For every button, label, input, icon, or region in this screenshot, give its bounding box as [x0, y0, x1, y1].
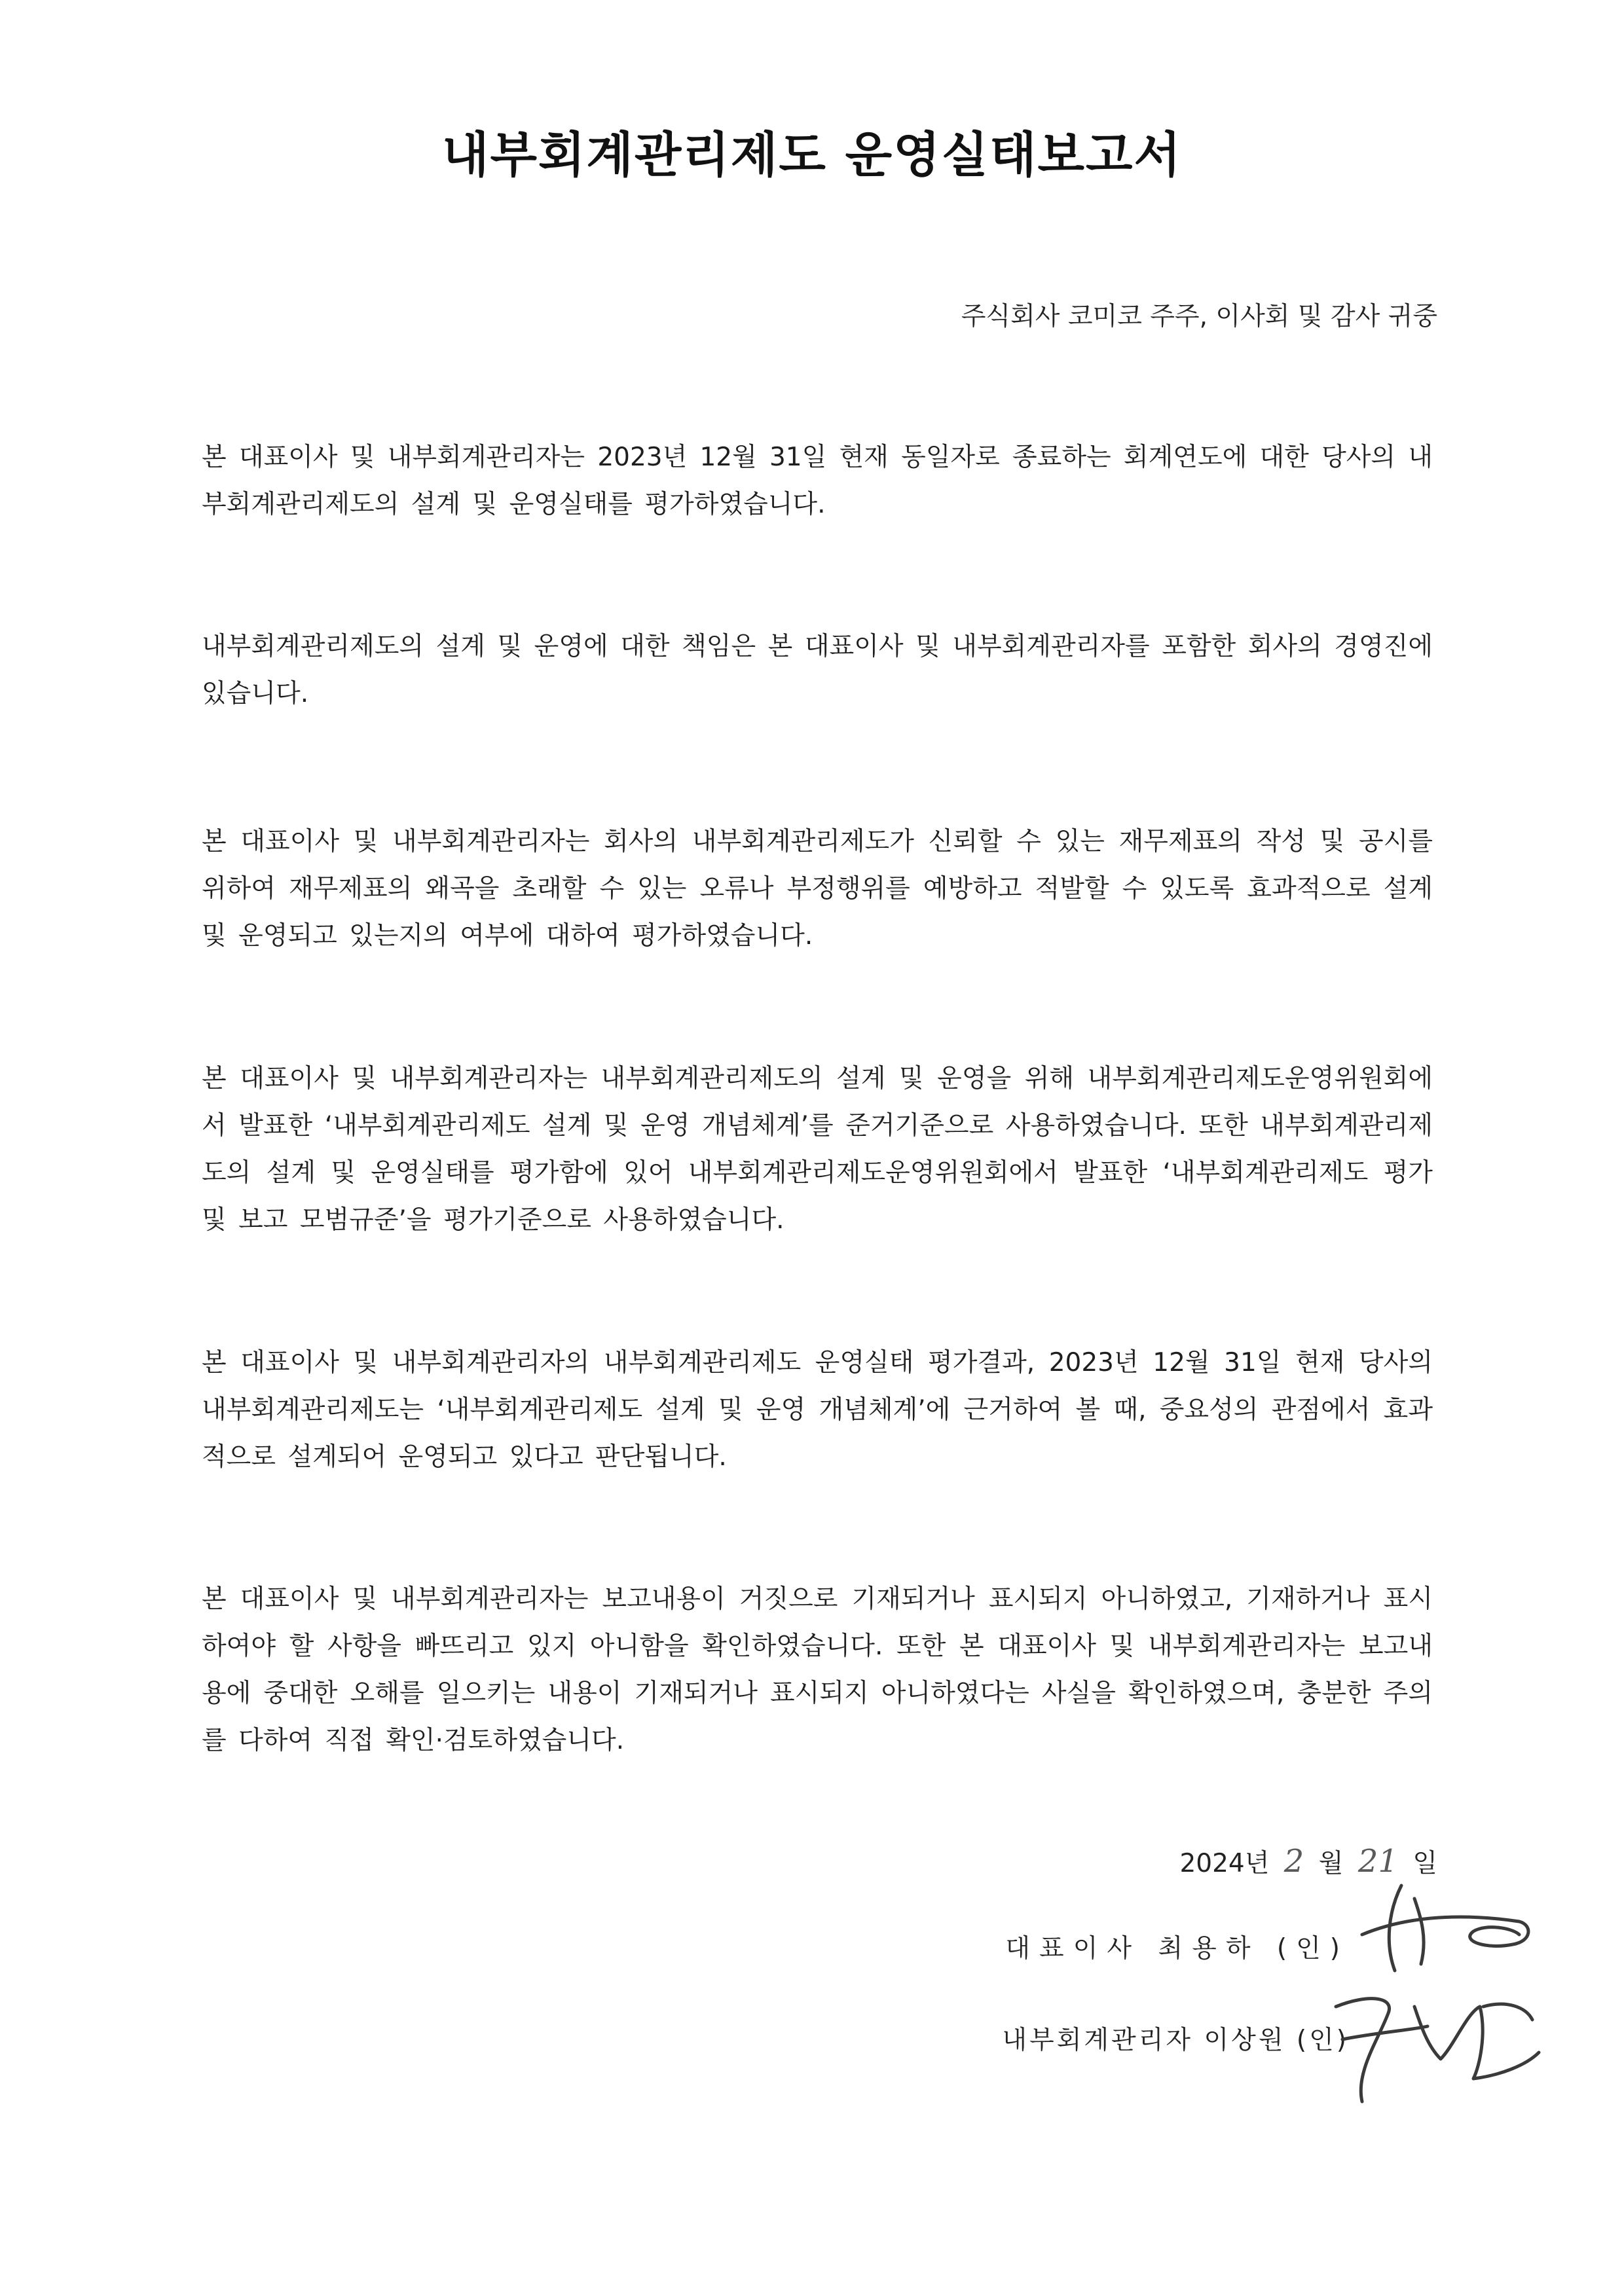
paragraph-criteria: 본 대표이사 및 내부회계관리자는 내부회계관리제도의 설계 및 운영을 위해 내부회계관리제도운영위원회에서 발표한 ‘내부회계관리제도 설계 및 운영 개념체계’를 준거기준으로 사용하였습니다. 또한 내부회계관리제도의 설계 및 운영실태를 평가함에 있어 내부회계관리제도운영위원회에서 발표한 ‘내부회계관리제도 평가 및 보고 모범규준’을 평가기준으로 사용하였습니다.	[202, 1064, 1433, 1235]
paragraph-responsibility: 내부회계관리제도의 설계 및 운영에 대한 책임은 본 대표이사 및 내부회계관리자를 포함한 회사의 경영진에 있습니다.	[202, 632, 1433, 708]
paragraph-confirmation: 본 대표이사 및 내부회계관리자는 보고내용이 거짓으로 기재되거나 표시되지 아니하였고, 기재하거나 표시하여야 할 사항을 빠뜨리고 있지 아니함을 확인하였습니다. 또한 본 대표이사 및 내부회계관리자는 보고내용에 중대한 오해를 일으키는 내용이 기재되거나 표시되지 아니하였다는 사실을 확인하였으며, 충분한 주의를 다하여 직접 확인·검토하였습니다.	[202, 1584, 1433, 1755]
paragraph-evaluation-scope: 본 대표이사 및 내부회계관리자는 2023년 12월 31일 현재 동일자로 종료하는 회계연도에 대한 당사의 내부회계관리제도의 설계 및 운영실태를 평가하였습니다.	[202, 443, 1433, 519]
date-day-handwritten: 21	[1357, 1843, 1398, 1880]
date-month-unit: 월	[1318, 1849, 1344, 1878]
ceo-signatory-line: 대표이사 최용하 (인)	[1005, 1934, 1349, 1963]
paragraph-evaluation-purpose: 본 대표이사 및 내부회계관리자는 회사의 내부회계관리제도가 신뢰할 수 있는 재무제표의 작성 및 공시를 위하여 재무제표의 왜곡을 초래할 수 있는 오류나 부정행위를 예방하고 적발할 수 있도록 효과적으로 설계 및 운영되고 있는지의 여부에 대하여 평가하였습니다.	[202, 827, 1433, 951]
date-month-handwritten: 2	[1283, 1843, 1304, 1880]
officer-signature-icon	[1316, 1967, 1552, 2111]
paragraph-conclusion: 본 대표이사 및 내부회계관리자의 내부회계관리제도 운영실태 평가결과, 2023년 12월 31일 현재 당사의 내부회계관리제도는 ‘내부회계관리제도 설계 및 운영 개념체계’에 근거하여 볼 때, 중요성의 관점에서 효과적으로 설계되어 운영되고 있다고 판단됩니다.	[202, 1348, 1433, 1472]
date-year: 2024년	[1179, 1849, 1270, 1878]
officer-signatory-line: 내부회계관리자 이상원 (인)	[1002, 2026, 1349, 2055]
addressee-line: 주식회사 코미코 주주, 이사회 및 감사 귀중	[961, 302, 1437, 331]
date-day-unit: 일	[1412, 1849, 1437, 1878]
page-title: 내부회계관리제도 운영실태보고서	[441, 127, 1183, 183]
